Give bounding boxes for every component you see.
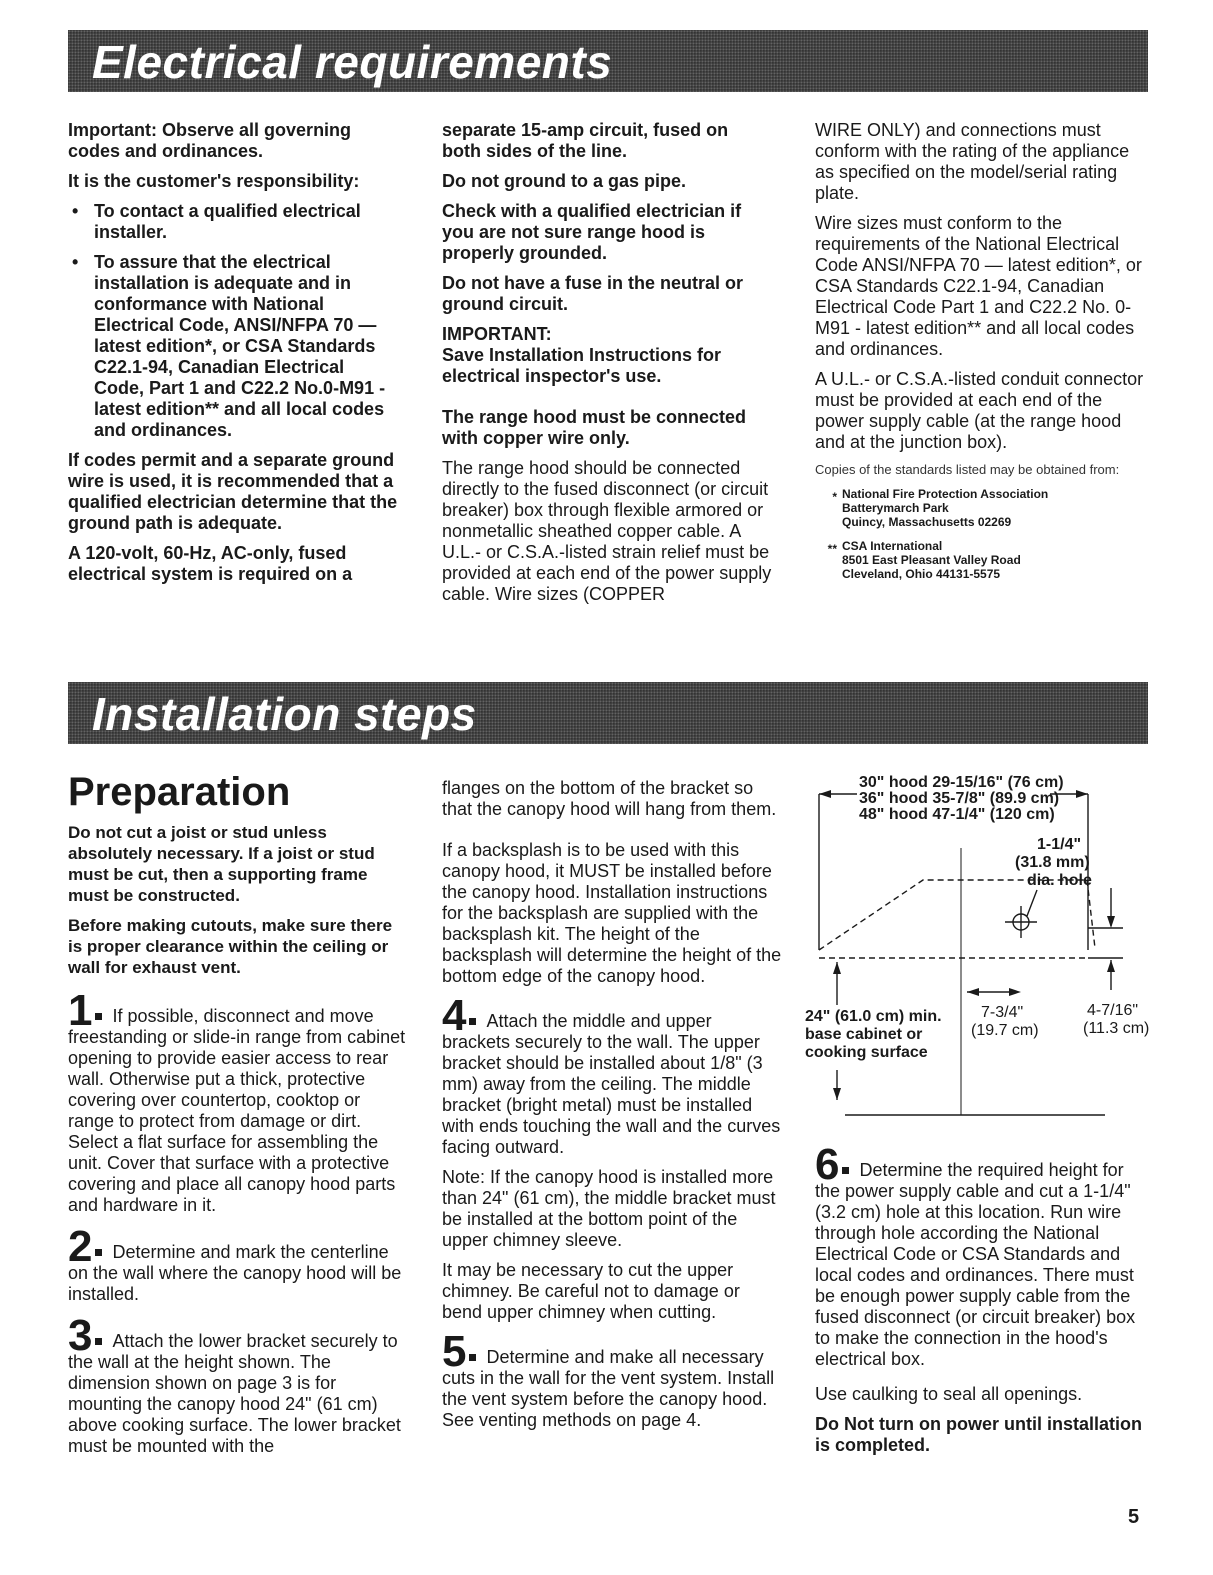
list-item xyxy=(68,252,398,441)
page-number: 5 xyxy=(1128,1506,1140,1528)
step-bullet-icon xyxy=(469,1354,476,1361)
hood-dimension-diagram xyxy=(805,770,1155,1120)
installation-column-3 xyxy=(815,1140,1150,1465)
paragraph: The range hood must be connected with copper wire only. xyxy=(442,407,747,448)
address-line: Cleveland, Ohio 44131-5575 xyxy=(842,567,1001,581)
step-text: Determine and make all necessary cuts in the wall for the vent system. Install the vent system before the canopy hood. See venting methods on page 4. xyxy=(442,1347,775,1430)
step-number: 3 xyxy=(68,1311,93,1360)
address-line: 8501 East Pleasant Valley Road xyxy=(842,553,1021,567)
step-1 xyxy=(68,986,408,1216)
paragraph: Do not have a fuse in the neutral or ground circuit. xyxy=(442,273,744,314)
step-number: 6 xyxy=(815,1140,840,1189)
paragraph: Check with a qualified electrician if you are not sure range hood is properly grounded. xyxy=(442,201,742,263)
installation-column-2 xyxy=(442,778,782,1440)
paragraph: If a backsplash is to be used with this canopy hood, it MUST be installed before the canopy hood. Installation instructions for the backsplash are supplied with the backsplash kit. The height of the backsplash will determine the height of the bottom edge of the canopy hood. xyxy=(442,840,782,986)
hole-size-label: 1-1/4" xyxy=(1037,836,1082,853)
list-item-text: To assure that the electrical installation is adequate and in conformance with National Electrical Code, ANSI/NFPA 70 — latest edition*, or CSA Standards C22.1-94, Canadian Electrical Code, Part 1 and C22.2 No.0-M91 - latest edition** and all local codes and ordinances. xyxy=(94,252,386,440)
reference-address xyxy=(815,487,1150,529)
electrical-column-2 xyxy=(442,120,772,614)
reference-address xyxy=(815,539,1150,581)
step-text: Attach the lower bracket securely to the wall at the height shown. The dimension shown on page 3 is for mounting the canopy hood 24" (61 cm) above cooking surface. The lower bracket must be mounted with the xyxy=(68,1331,401,1456)
installation-steps-banner xyxy=(68,682,1148,744)
hole-height-label: (11.3 cm) xyxy=(1083,1020,1150,1037)
hole-size-label: (31.8 mm) xyxy=(1015,854,1090,871)
list-item-text: To contact a qualified electrical installer. xyxy=(94,201,361,242)
hood-size-30: 30" hood 29-15/16" (76 cm) xyxy=(859,774,1064,791)
paragraph: Do not ground to a gas pipe. xyxy=(442,171,686,191)
footnote-mark: * xyxy=(832,490,837,504)
center-offset-label: 7-3/4" xyxy=(981,1004,1024,1021)
step-3 xyxy=(68,1311,408,1457)
paragraph: Wire sizes must conform to the requirements of the National Electrical Code ANSI/NFPA 70 — latest edition*, or CSA Standards C22.1-94, Canadian Electrical Code Part 1 and C22.2 No. 0-M91 - latest edition** and all local codes and ordinances. xyxy=(815,213,1142,359)
footnote-mark: ** xyxy=(827,542,837,556)
step-text: If possible, disconnect and move freestanding or slide-in range from cabinet opening to provide easier access to rear wall. Otherwise put a thick, protective covering over countertop, cooktop or range to protect from damage or dirt. Select a flat surface for assembling the unit. Cover that surface with a protective covering and place all canopy hood parts and hardware in it. xyxy=(68,1006,406,1215)
paragraph: Save Installation Instructions for electrical inspector's use. xyxy=(442,345,722,386)
installation-column-1 xyxy=(68,770,408,1466)
important-label: IMPORTANT: xyxy=(442,324,552,344)
hole-height-label: 4-7/16" xyxy=(1087,1002,1139,1019)
warning-text: Before making cutouts, make sure there is proper clearance within the ceiling or wall for exhaust vent. xyxy=(68,916,393,977)
section-title: Installation steps xyxy=(92,688,477,740)
list-item xyxy=(68,201,398,243)
step-bullet-icon xyxy=(842,1167,849,1174)
step-bullet-icon xyxy=(95,1249,102,1256)
address-line: CSA International xyxy=(842,539,943,553)
step-bullet-icon xyxy=(95,1013,102,1020)
hood-size-36: 36" hood 35-7/8" (89.9 cm) xyxy=(859,790,1060,807)
bullet-icon: • xyxy=(72,201,79,221)
section-title: Electrical requirements xyxy=(92,36,613,88)
paragraph: If codes permit and a separate ground wire is used, it is recommended that a qualified electrician determine that the ground path is adequate. xyxy=(68,450,398,533)
warning-text: Do Not turn on power until installation is completed. xyxy=(815,1414,1142,1455)
hole-size-label: dia. hole xyxy=(1027,872,1092,889)
note-paragraph: Note: If the canopy hood is installed more than 24" (61 cm), the middle bracket must be installed at the bottom point of the upper chimney sleeve. xyxy=(442,1167,776,1250)
electrical-requirements-banner xyxy=(68,30,1148,92)
step-text: Attach the middle and upper brackets securely to the wall. The upper bracket should be installed about 1/8" (3 mm) away from the ceiling. The middle bracket (bright metal) must be installed with ends touching the wall and the curves facing outward. xyxy=(442,1011,781,1157)
step-bullet-icon xyxy=(95,1338,102,1345)
step-6 xyxy=(815,1140,1150,1370)
bullet-icon: • xyxy=(72,252,79,272)
preparation-heading: Preparation xyxy=(68,770,291,814)
paragraph: Important: Observe all governing codes and ordinances. xyxy=(68,120,352,161)
paragraph: Use caulking to seal all openings. xyxy=(815,1384,1083,1404)
step-number: 1 xyxy=(68,986,93,1035)
step-number: 5 xyxy=(442,1327,467,1376)
electrical-column-1 xyxy=(68,120,398,594)
paragraph: A U.L.- or C.S.A.-listed conduit connector must be provided at each end of the power supply cable (at the range hood and at the junction box). xyxy=(815,369,1144,452)
paragraph: Copies of the standards listed may be obtained from: xyxy=(815,462,1120,477)
step-bullet-icon xyxy=(469,1018,476,1025)
paragraph: It may be necessary to cut the upper chimney. Be careful not to damage or bend upper chimney when cutting. xyxy=(442,1260,740,1322)
step-number: 4 xyxy=(442,991,467,1040)
min-height-label: 24" (61.0 cm) min. xyxy=(805,1008,942,1025)
hood-size-48: 48" hood 47-1/4" (120 cm) xyxy=(859,806,1055,823)
min-height-label: cooking surface xyxy=(805,1044,928,1061)
step-4 xyxy=(442,991,782,1158)
step-number: 2 xyxy=(68,1222,93,1271)
paragraph: A 120-volt, 60-Hz, AC-only, fused electrical system is required on a xyxy=(68,543,353,584)
electrical-column-3 xyxy=(815,120,1150,581)
step-5 xyxy=(442,1327,782,1431)
paragraph: It is the customer's responsibility: xyxy=(68,171,360,191)
paragraph: WIRE ONLY) and connections must conform with the rating of the appliance as specified on the model/serial rating plate. xyxy=(815,120,1130,203)
address-line: Batterymarch Park xyxy=(842,501,949,515)
address-line: National Fire Protection Association xyxy=(842,487,1049,501)
warning-text: Do not cut a joist or stud unless absolutely necessary. If a joist or stud must be cut, then a supporting frame must be constructed. xyxy=(68,823,375,905)
paragraph: The range hood should be connected directly to the fused disconnect (or circuit breaker) box through flexible armored or nonmetallic sheathed copper cable. A U.L.- or C.S.A.-listed strain relief must be provided at each end of the power supply cable. Wire sizes (COPPER xyxy=(442,458,772,604)
step-2 xyxy=(68,1222,408,1305)
paragraph: separate 15-amp circuit, fused on both sides of the line. xyxy=(442,120,729,161)
step-text: Determine and mark the centerline on the wall where the canopy hood will be installed. xyxy=(68,1242,402,1304)
center-offset-label: (19.7 cm) xyxy=(971,1022,1039,1039)
min-height-label: base cabinet or xyxy=(805,1026,923,1043)
step-text: Determine the required height for the power supply cable and cut a 1-1/4" (3.2 cm) hole at this location. Run wire through hole according the National Electrical Code or CSA Standards and local codes and ordinances. There must be enough power supply cable from the fused disconnect (or circuit breaker) box to make the connection in the hood's electrical box. xyxy=(815,1160,1136,1369)
paragraph: flanges on the bottom of the bracket so that the canopy hood will hang from them. xyxy=(442,778,777,819)
address-line: Quincy, Massachusetts 02269 xyxy=(842,515,1012,529)
